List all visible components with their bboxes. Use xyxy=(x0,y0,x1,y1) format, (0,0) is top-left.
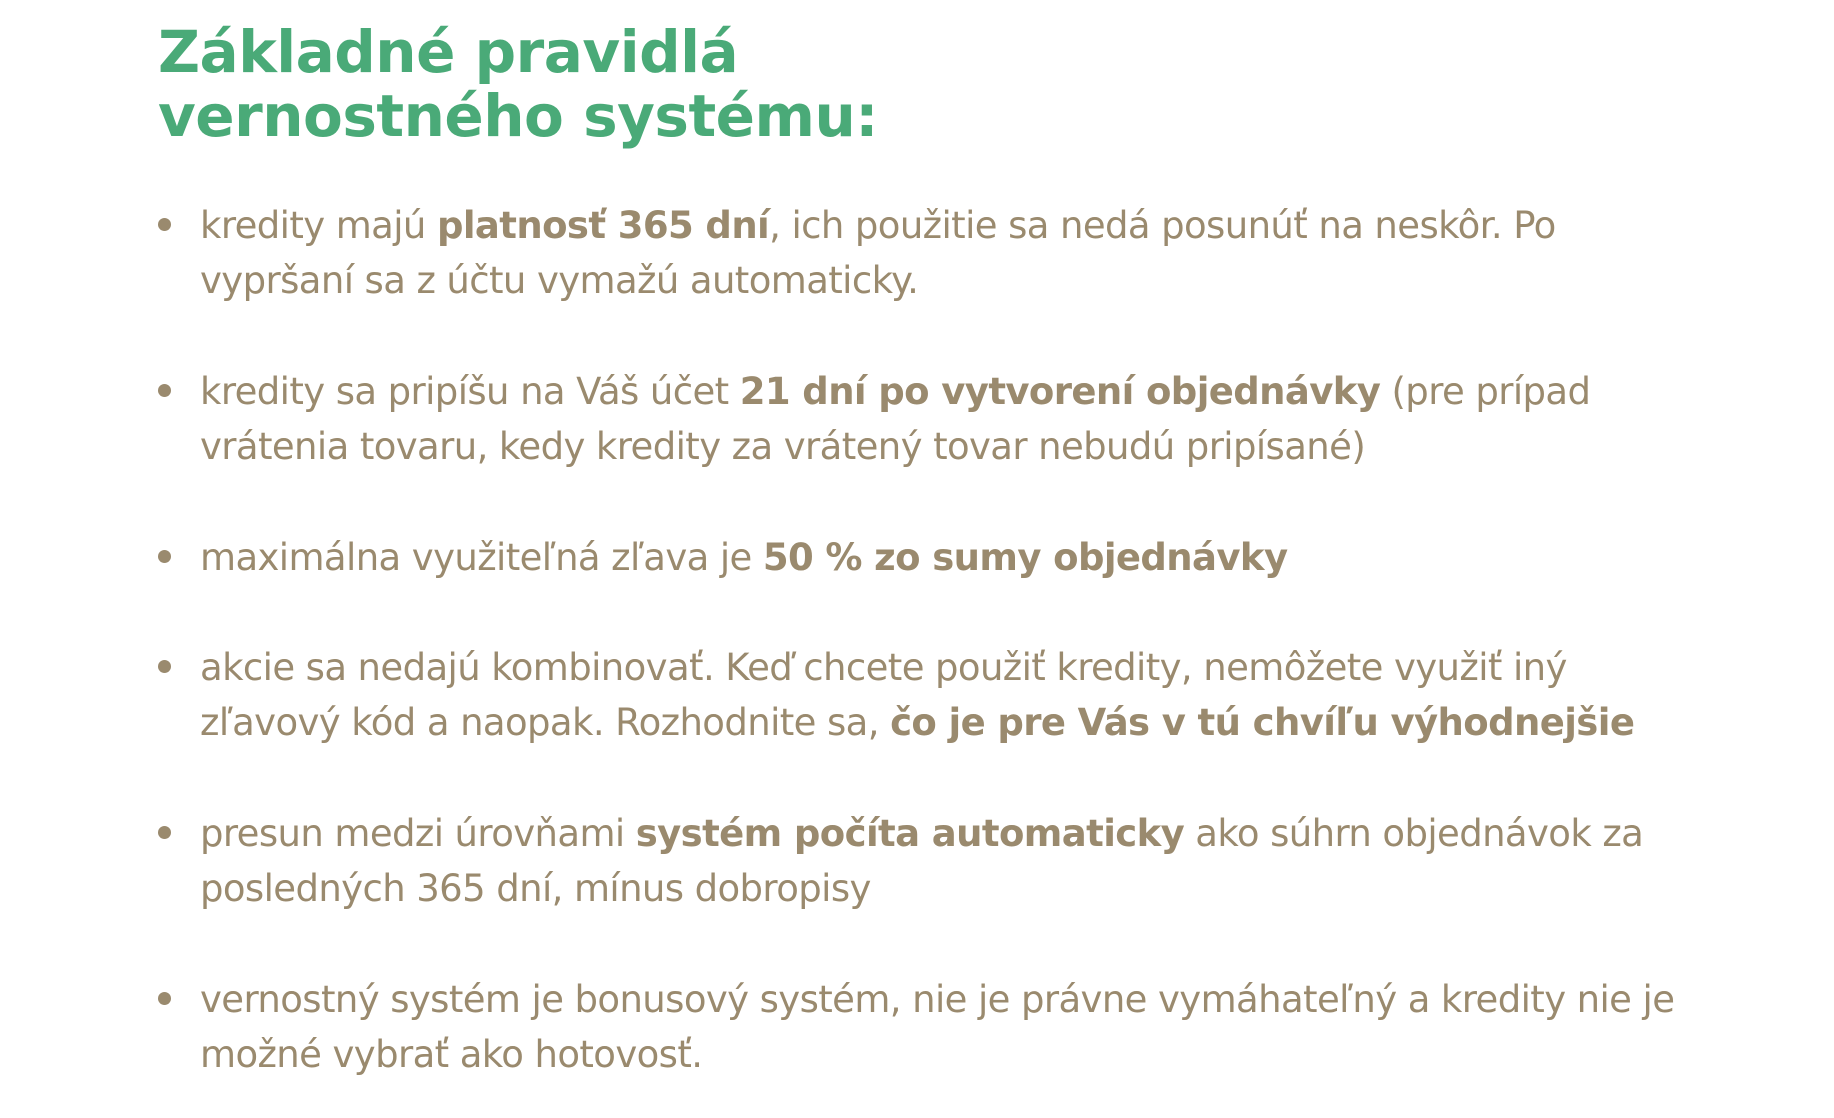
page-title xyxy=(158,20,878,148)
rule-item-max-discount xyxy=(158,530,1718,585)
bullet-icon xyxy=(158,660,171,673)
rule-text xyxy=(200,806,1718,916)
rule-text xyxy=(200,364,1718,474)
rule-text-bold: čo je pre Vás v tú chvíľu výhodnejšie xyxy=(890,701,1635,744)
rule-text-bold: 21 dní po vytvorení objednávky xyxy=(739,370,1381,413)
rule-text-bold: 50 % zo sumy objednávky xyxy=(762,536,1288,579)
rule-text-plain: kredity sa pripíšu na Váš účet xyxy=(200,370,740,413)
rule-text-plain: ako súhrn objednávok za posledných 365 dní, mínus dobropisy xyxy=(200,812,1644,910)
rule-text-bold: platnosť 365 dní xyxy=(436,204,770,247)
page-title-line-2: vernostného systému: xyxy=(158,82,878,150)
bullet-icon xyxy=(158,218,171,231)
rule-text xyxy=(200,972,1718,1082)
rule-text xyxy=(200,198,1718,308)
rule-item-level-transfer xyxy=(158,806,1718,916)
rule-text-bold: systém počíta automaticky xyxy=(635,812,1185,855)
rule-text xyxy=(200,530,1718,585)
bullet-icon xyxy=(158,826,171,839)
rule-text-plain: vernostný systém je bonusový systém, nie je právne vymáhateľný a kredity nie je možné vybrať ako hotovosť. xyxy=(200,978,1675,1076)
bullet-icon xyxy=(158,384,171,397)
bullet-icon xyxy=(158,550,171,563)
rule-item-credit-posting xyxy=(158,364,1718,474)
rule-text-plain: , ich použitie sa nedá posunúť na neskôr. Po vypršaní sa z účtu vymažú automaticky. xyxy=(200,204,1556,302)
rule-text-plain: (pre prípad vrátenia tovaru, kedy kredity za vrátený tovar nebudú pripísané) xyxy=(200,370,1591,468)
rule-text-plain: akcie sa nedajú kombinovať. Keď chcete použiť kredity, nemôžete využiť iný zľavový kód a naopak. Rozhodnite sa, xyxy=(200,646,1567,744)
rule-item-credit-validity xyxy=(158,198,1718,308)
bullet-icon xyxy=(158,992,171,1005)
rule-item-no-combining xyxy=(158,640,1718,750)
rule-text-plain: maximálna využiteľná zľava je xyxy=(200,536,763,579)
rule-text-plain: presun medzi úrovňami xyxy=(200,812,636,855)
page-title-line-1: Základné pravidlá xyxy=(158,18,739,86)
rule-text-plain: kredity majú xyxy=(200,204,437,247)
rule-item-bonus-system xyxy=(158,972,1718,1082)
rule-text xyxy=(200,640,1718,750)
